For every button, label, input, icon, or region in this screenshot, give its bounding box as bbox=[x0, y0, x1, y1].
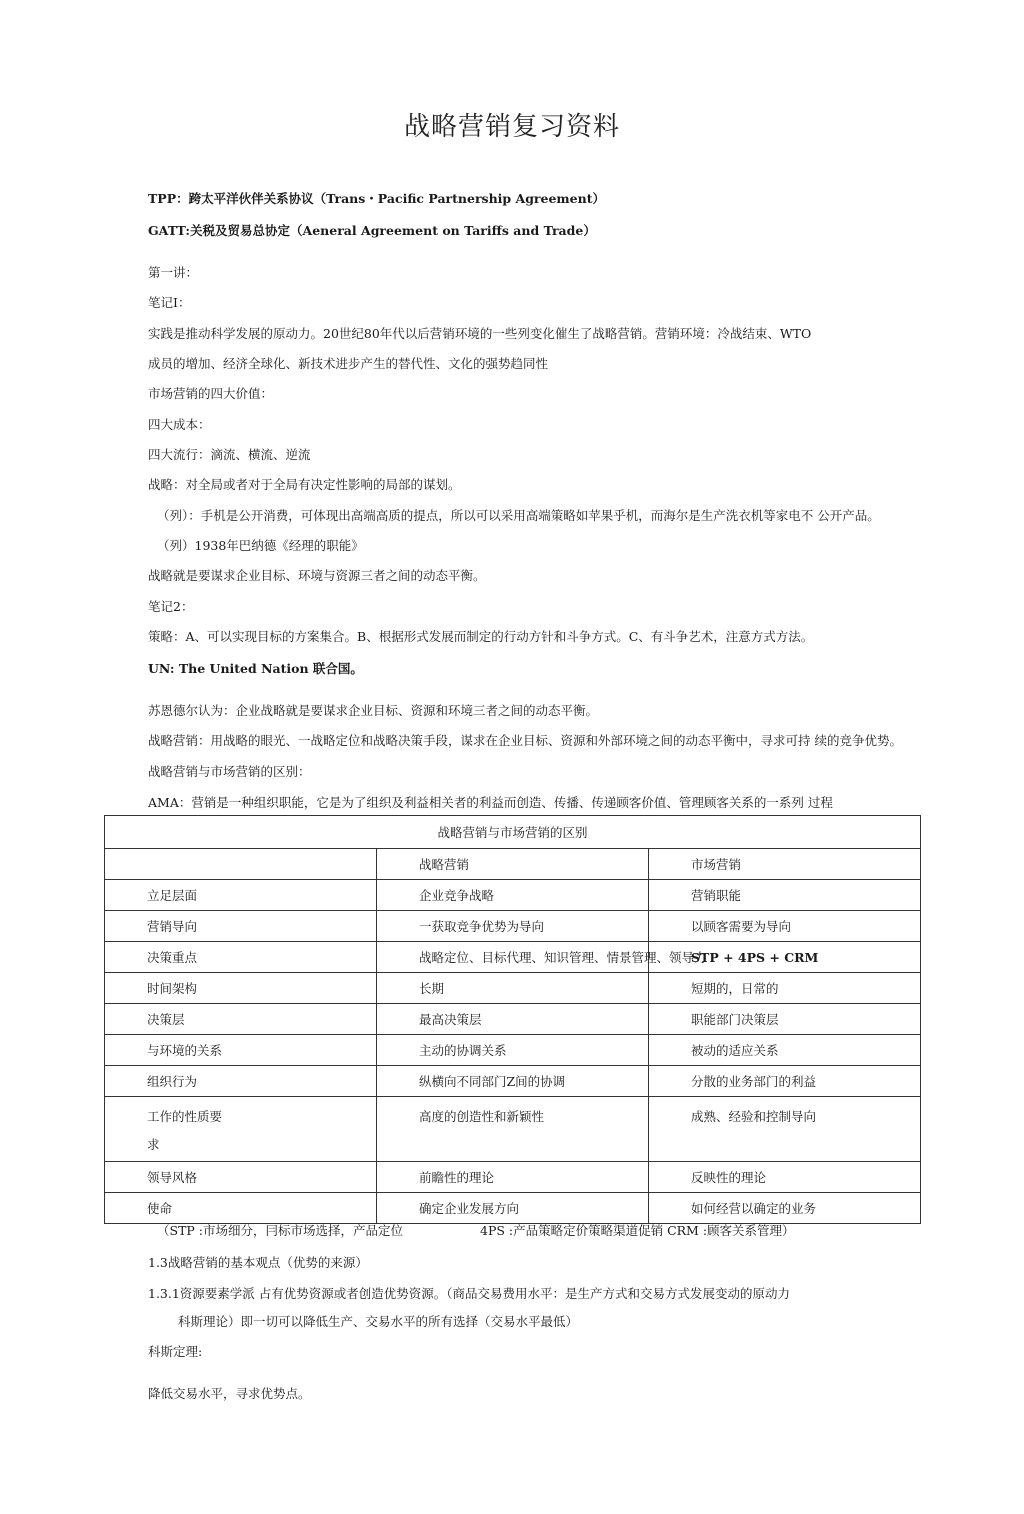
subsection-line: 科斯理论）即一切可以降低生产、交易水平的所有选择（交易水平最低） bbox=[178, 1314, 579, 1329]
paragraph: 苏恩德尔认为：企业战略就是要谋求企业目标、资源和环境三者之间的动态平衡。 bbox=[148, 703, 599, 718]
table-row bbox=[105, 1097, 921, 1162]
table-cell bbox=[105, 1097, 377, 1162]
un-line: UN: The United Nation 联合国。 bbox=[148, 661, 363, 676]
table-header-cell: 战略营销 bbox=[377, 849, 649, 880]
table-row bbox=[105, 1035, 921, 1066]
table-cell: 高度的创造性和新颖性 bbox=[377, 1097, 649, 1162]
ama-line: AMA：营销是一种组织职能，它是为了组织及利益相关者的利益而创造、传播、传递顾客价值、管理顾客关系的一系列 过程 bbox=[148, 795, 833, 810]
table-cell: 反映性的理论 bbox=[649, 1162, 921, 1193]
table-row bbox=[105, 1066, 921, 1097]
table-cell: 领导风格 bbox=[105, 1162, 377, 1193]
table-footnote: 4PS :产品策略定价策略渠道促销 CRM :顾客关系管理） bbox=[480, 1223, 795, 1238]
table-cell: 确定企业发展方向 bbox=[377, 1193, 649, 1224]
table-cell: 使命 bbox=[105, 1193, 377, 1224]
section-heading: 1.3战略营销的基本观点（优势的来源） bbox=[148, 1255, 368, 1270]
paragraph: 四大流行：滴流、横流、逆流 bbox=[148, 447, 311, 462]
gatt-line: GATT:关税及贸易总协定（Aeneral Agreement on Tariffs and Trade） bbox=[148, 223, 596, 238]
table-cell: 职能部门决策层 bbox=[649, 1004, 921, 1035]
table-cell: 如何经营以确定的业务 bbox=[649, 1193, 921, 1224]
table-cell: 纵横向不同部门Z间的协调 bbox=[377, 1066, 649, 1097]
paragraph: 战略：对全局或者对于全局有决定性影响的局部的谋划。 bbox=[148, 477, 461, 492]
table-row bbox=[105, 1004, 921, 1035]
paragraph: 成员的增加、经济全球化、新技术进步产生的替代性、文化的强势趋同性 bbox=[148, 356, 549, 371]
cell-text-line: 求 bbox=[147, 1137, 160, 1152]
example-line: （列）1938年巴纳德《经理的职能》 bbox=[157, 538, 364, 553]
paragraph: 降低交易水平，寻求优势点。 bbox=[148, 1386, 311, 1401]
paragraph: 战略营销：用战略的眼光、一战略定位和战略决策手段，谋求在企业目标、资源和外部环境之间的动态平衡中，寻求可持 续的竞争优势。 bbox=[148, 733, 902, 748]
table-caption: 战略营销与市场营销的区别 bbox=[105, 816, 921, 849]
page-title: 战略营销复习资料 bbox=[403, 112, 620, 142]
cell-text-line: 工作的性质要 bbox=[147, 1109, 223, 1124]
table-cell: 一获取竞争优势为导向 bbox=[377, 911, 649, 942]
table-cell: 决策重点 bbox=[105, 942, 377, 973]
paragraph: 四大成本： bbox=[148, 417, 211, 432]
table-cell: 组织行为 bbox=[105, 1066, 377, 1097]
example-line: （列）：手机是公开消费，可体现出高端高质的提点，所以可以采用高端策略如苹果乎机，而海尔是生产洗衣机等家电不 公开产品。 bbox=[157, 508, 880, 523]
paragraph: 市场营销的四大价值： bbox=[148, 386, 274, 401]
table-row bbox=[105, 880, 921, 911]
table-cell: 分散的业务部门的利益 bbox=[649, 1066, 921, 1097]
table-cell: 战略定位、目标代理、知识管理、情景管理、领导力 bbox=[377, 942, 649, 973]
table-row bbox=[105, 973, 921, 1004]
table-cell: 立足层面 bbox=[105, 880, 377, 911]
table-header-cell bbox=[105, 849, 377, 880]
table-cell: 短期的，日常的 bbox=[649, 973, 921, 1004]
table-header-cell: 市场营销 bbox=[649, 849, 921, 880]
table-cell: 企业竞争战略 bbox=[377, 880, 649, 911]
subsection-line: 1.3.1资源要素学派 占有优势资源或者创造优势资源。（商品交易费用水平：是生产方式和交易方式发展变动的原动力 bbox=[148, 1286, 791, 1301]
paragraph: 科斯定理: bbox=[148, 1344, 203, 1359]
table-row bbox=[105, 942, 921, 973]
table-row bbox=[105, 1162, 921, 1193]
paragraph: 战略就是要谋求企业目标、环境与资源三者之间的动态平衡。 bbox=[148, 568, 486, 583]
table-row bbox=[105, 1193, 921, 1224]
table-cell: 营销导向 bbox=[105, 911, 377, 942]
table-footnote: （STP :市场细分，冃标市场选择，产品定位 bbox=[157, 1223, 403, 1238]
table-cell: 营销职能 bbox=[649, 880, 921, 911]
table-cell: 成熟、经验和控制导向 bbox=[649, 1097, 921, 1162]
table-cell: 时间架构 bbox=[105, 973, 377, 1004]
table-cell: 前瞻性的理论 bbox=[377, 1162, 649, 1193]
paragraph: 策略：A、可以实现目标的方案集合。B、根据形式发展而制定的行动方针和斗争方式。C、有斗争艺术，注意方式方法。 bbox=[148, 629, 814, 644]
note-2-heading: 笔记2： bbox=[148, 599, 194, 614]
table-row bbox=[105, 911, 921, 942]
comparison-table bbox=[104, 815, 921, 1224]
paragraph: 战略营销与市场营销的区别： bbox=[148, 764, 311, 779]
table-cell: STP + 4PS + CRM bbox=[649, 942, 921, 973]
table-cell: 最高决策层 bbox=[377, 1004, 649, 1035]
table-cell: 被动的适应关系 bbox=[649, 1035, 921, 1066]
note-1-heading: 笔记I： bbox=[148, 295, 191, 310]
tpp-line: TPP：跨太平洋伙伴关系协议（Trans・Pacific Partnership Agreement） bbox=[148, 191, 605, 206]
table-cell: 决策层 bbox=[105, 1004, 377, 1035]
table-cell: 以顾客需要为导向 bbox=[649, 911, 921, 942]
table-cell: 与环境的关系 bbox=[105, 1035, 377, 1066]
table-cell: 长期 bbox=[377, 973, 649, 1004]
paragraph: 实践是推动科学发展的原动力。20世纪80年代以后营销环境的一些列变化催生了战略营销。营销环境：冷战结束、WTO bbox=[148, 326, 812, 341]
lecture-heading: 第一讲： bbox=[148, 265, 199, 280]
table-cell: 主动的协调关系 bbox=[377, 1035, 649, 1066]
